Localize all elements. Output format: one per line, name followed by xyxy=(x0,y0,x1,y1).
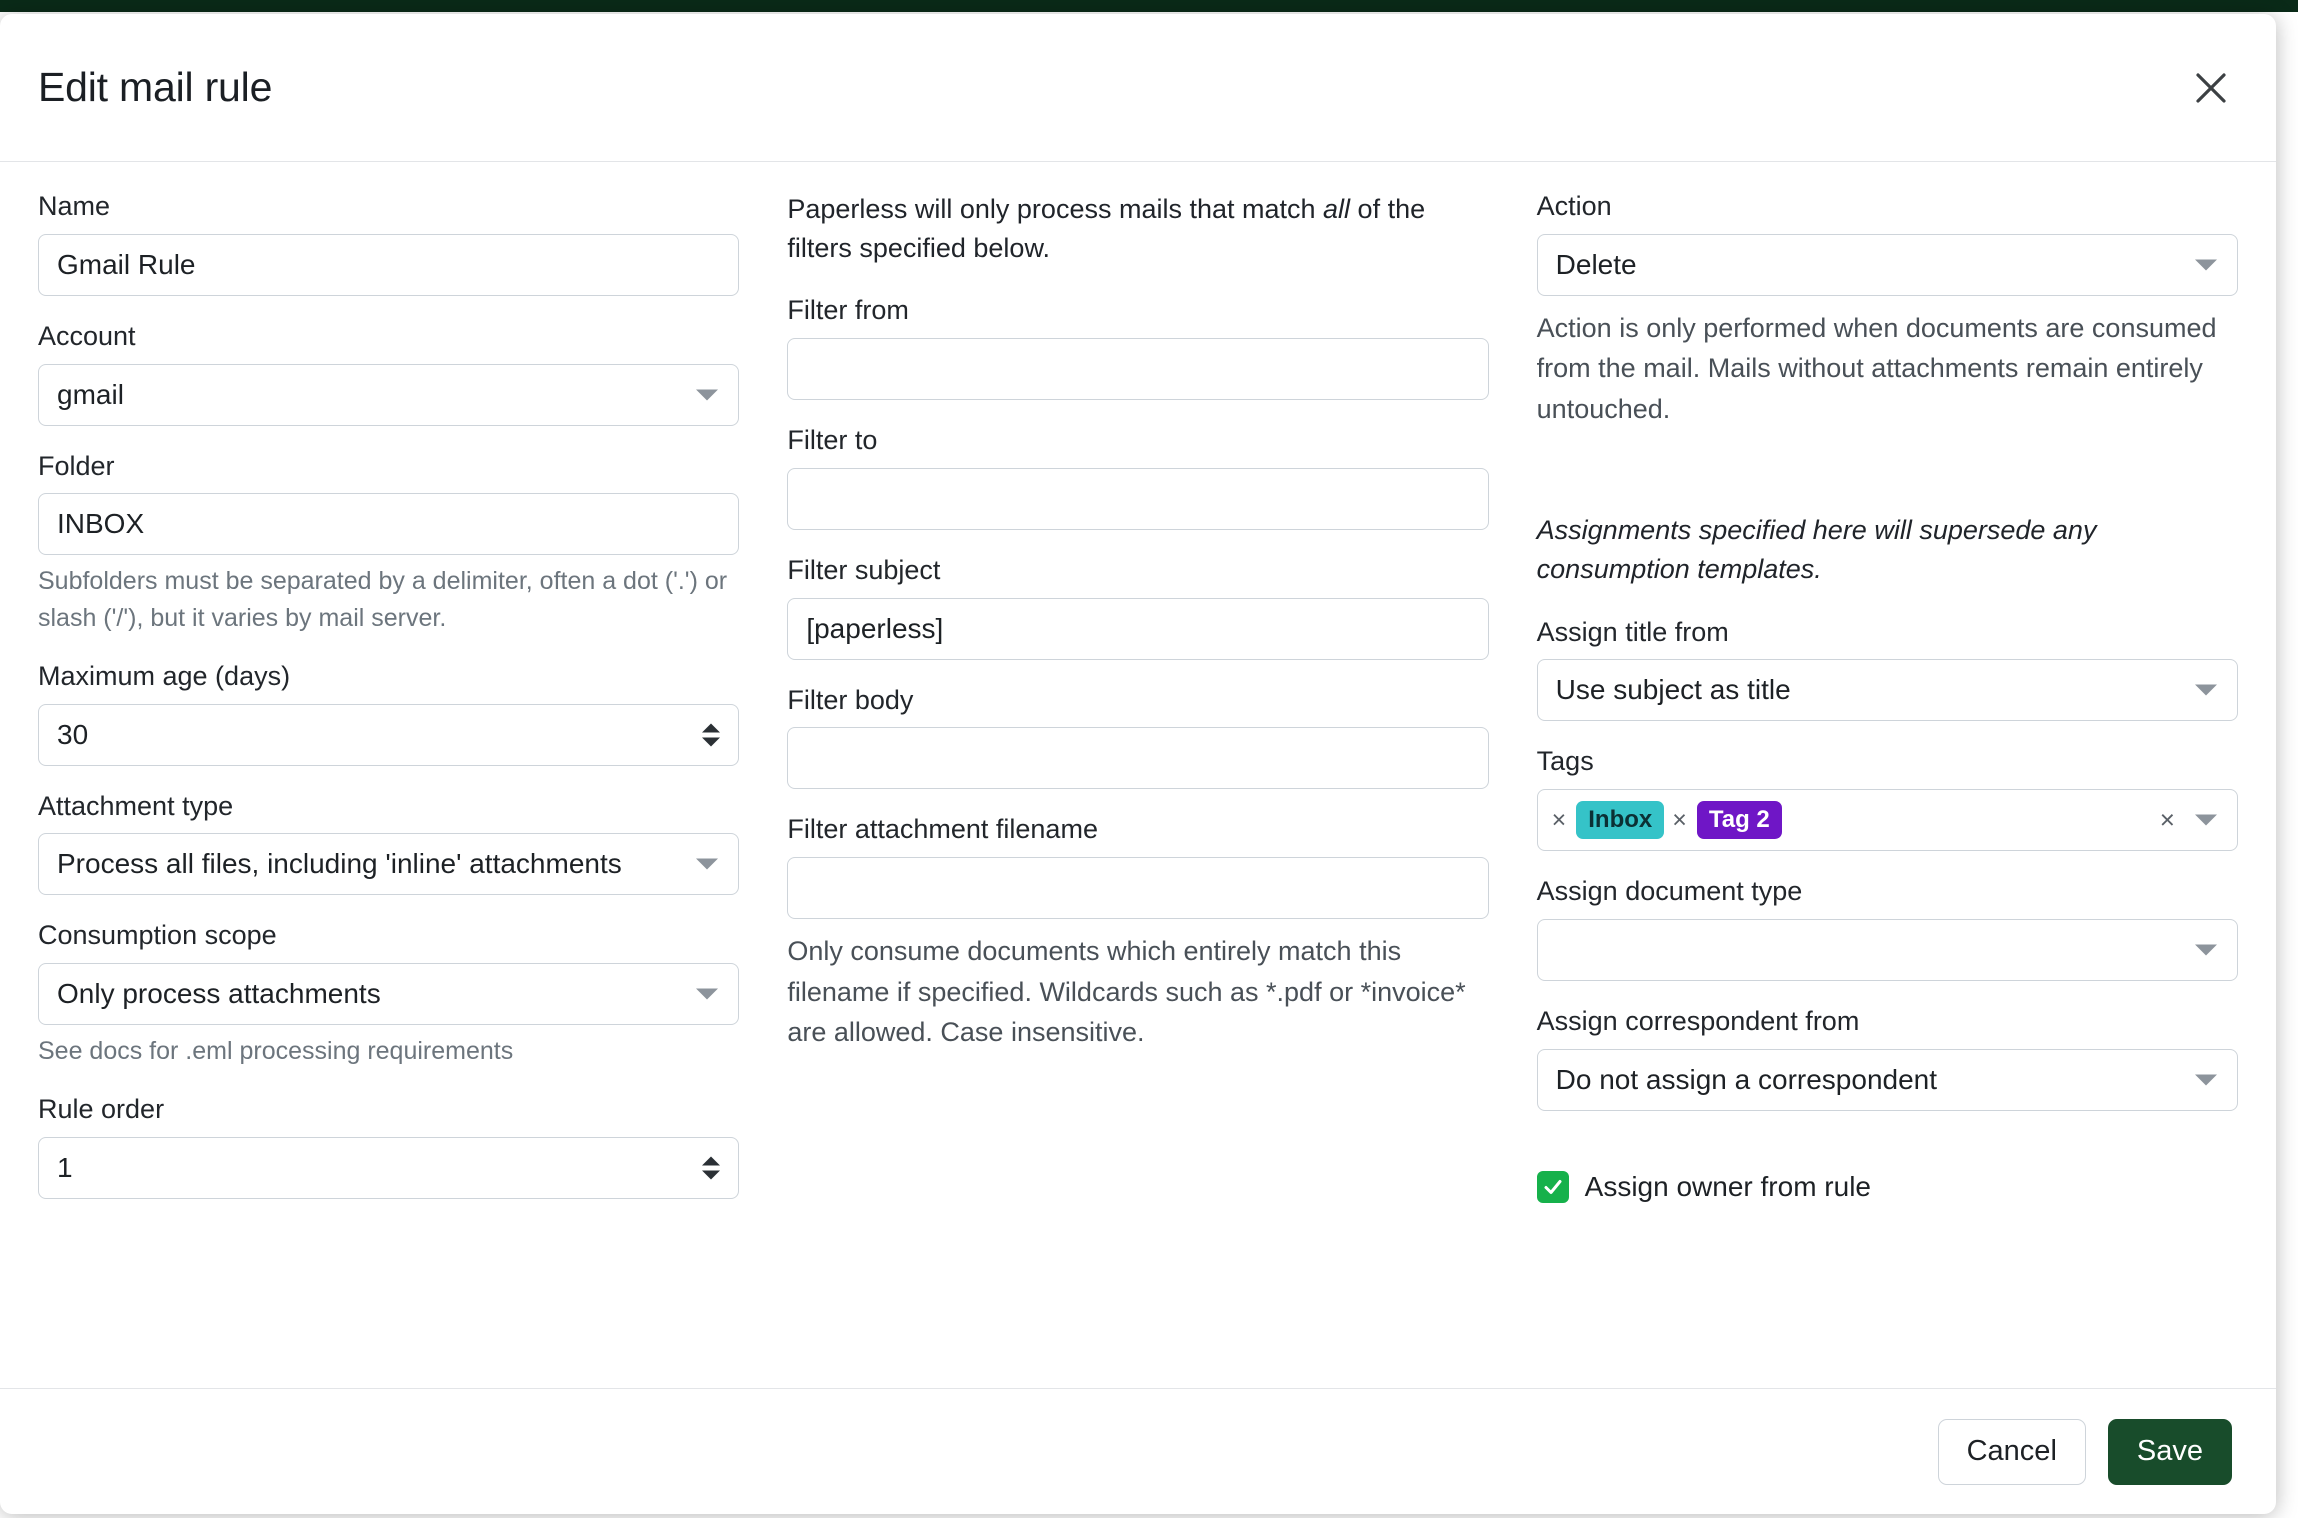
tags-select[interactable] xyxy=(1537,789,2238,851)
account-value: gmail xyxy=(57,378,124,410)
close-icon[interactable] xyxy=(2182,59,2240,117)
filter-from-label: Filter from xyxy=(787,295,909,326)
field-assign-title-from xyxy=(1537,616,2238,722)
action-help-text: Action is only performed when documents are consumed from the mail. Mails without attachments remain entirely untouched. xyxy=(1536,312,2217,424)
stepper-arrows-icon[interactable] xyxy=(702,723,720,746)
filter-body-label: Filter body xyxy=(787,684,914,715)
chevron-down-icon xyxy=(696,859,718,870)
remove-tag-icon[interactable]: × xyxy=(1672,805,1687,834)
chevron-down-icon xyxy=(2195,815,2217,826)
tag-pill-label: Inbox xyxy=(1576,801,1664,840)
filters-intro-text xyxy=(787,190,1488,268)
assign-owner-checkbox[interactable] xyxy=(1537,1171,1569,1203)
assign-correspondent-from-select[interactable] xyxy=(1537,1049,2238,1111)
chevron-down-icon xyxy=(696,989,718,1000)
name-label: Name xyxy=(38,191,111,221)
assign-correspondent-from-value: Do not assign a correspondent xyxy=(1555,1063,1938,1095)
maximum-age-label: Maximum age (days) xyxy=(38,660,291,691)
action-label: Action xyxy=(1536,191,1612,221)
assign-title-from-value: Use subject as title xyxy=(1555,674,1791,706)
assign-document-type-select[interactable] xyxy=(1537,919,2238,981)
rule-order-stepper[interactable] xyxy=(38,1137,739,1199)
remove-tag-icon[interactable]: × xyxy=(1551,805,1567,834)
maximum-age-stepper[interactable] xyxy=(38,704,739,766)
filter-attachment-help-text: Only consume documents which entirely match this filename if specified. Wildcards such as *.pdf or *invoice* are allowed. Case insensitive. xyxy=(787,936,1466,1048)
field-maximum-age xyxy=(38,660,739,766)
tags-label: Tags xyxy=(1536,746,1594,777)
field-filter-attachment-filename xyxy=(787,813,1488,1052)
assign-title-from-label: Assign title from xyxy=(1536,616,1729,647)
action-value: Delete xyxy=(1555,248,1637,280)
attachment-type-label: Attachment type xyxy=(38,790,234,821)
filter-body-input[interactable] xyxy=(787,727,1488,789)
filter-subject-label: Filter subject xyxy=(787,554,941,585)
chevron-down-icon xyxy=(2195,259,2217,270)
dialog-body xyxy=(0,162,2276,1388)
filter-to-input[interactable] xyxy=(787,468,1488,530)
maximum-age-value: 30 xyxy=(57,718,89,750)
assignments-note: Assignments specified here will supersede any consumption templates. xyxy=(1536,515,2097,585)
filter-subject-input[interactable]: [paperless] xyxy=(787,598,1488,660)
field-name xyxy=(38,190,739,296)
tag-chip xyxy=(1552,801,1665,840)
chevron-down-icon xyxy=(2195,944,2217,955)
field-filter-from xyxy=(787,294,1488,400)
filter-from-input[interactable] xyxy=(787,338,1488,400)
consumption-scope-select[interactable] xyxy=(38,963,739,1025)
filters-intro-suffix: of the filters specified below. xyxy=(787,194,1426,264)
stepper-arrows-icon[interactable] xyxy=(702,1157,720,1180)
assign-title-from-select[interactable] xyxy=(1537,659,2238,721)
field-account xyxy=(38,320,739,426)
filter-attachment-filename-input[interactable] xyxy=(787,857,1488,919)
dialog-title: Edit mail rule xyxy=(38,64,273,110)
field-action xyxy=(1537,190,2238,429)
assign-owner-from-rule-row[interactable] xyxy=(1537,1171,2238,1203)
chevron-down-icon xyxy=(2195,685,2217,696)
rule-order-label: Rule order xyxy=(38,1094,165,1125)
account-select[interactable] xyxy=(38,364,739,426)
action-select[interactable] xyxy=(1537,234,2238,296)
assign-owner-label: Assign owner from rule xyxy=(1584,1170,1871,1202)
filter-to-label: Filter to xyxy=(787,425,878,456)
folder-label: Folder xyxy=(38,450,115,481)
attachment-type-value: Process all files, including 'inline' attachments xyxy=(57,848,622,880)
field-attachment-type xyxy=(38,790,739,896)
field-assign-correspondent-from xyxy=(1537,1005,2238,1111)
dialog-header xyxy=(0,14,2276,162)
attachment-type-select[interactable] xyxy=(38,833,739,895)
save-button[interactable]: Save xyxy=(2108,1419,2232,1485)
field-tags xyxy=(1537,745,2238,851)
tag-pill-label: Tag 2 xyxy=(1697,801,1782,840)
dialog-footer xyxy=(0,1388,2276,1514)
column-filters xyxy=(787,190,1488,1388)
field-filter-body xyxy=(787,684,1488,790)
consumption-scope-help-text: See docs for .eml processing requirements xyxy=(38,1037,514,1065)
assign-correspondent-from-label: Assign correspondent from xyxy=(1536,1005,1860,1036)
field-folder xyxy=(38,450,739,636)
folder-input[interactable]: INBOX xyxy=(38,493,739,555)
field-filter-subject xyxy=(787,554,1488,660)
chevron-down-icon xyxy=(696,389,718,400)
assign-document-type-label: Assign document type xyxy=(1536,876,1803,907)
consumption-scope-label: Consumption scope xyxy=(38,920,277,951)
field-filter-to xyxy=(787,424,1488,530)
clear-icon[interactable]: × xyxy=(2159,804,2175,835)
column-general xyxy=(38,190,739,1388)
cancel-button[interactable]: Cancel xyxy=(1938,1419,2086,1485)
filters-intro-emphasis: all xyxy=(1323,194,1351,224)
consumption-scope-value: Only process attachments xyxy=(57,978,381,1009)
filters-intro-prefix: Paperless will only process mails that match xyxy=(787,194,1324,224)
chevron-down-icon xyxy=(2195,1074,2217,1085)
name-input[interactable]: Gmail Rule xyxy=(38,234,739,296)
field-consumption-scope xyxy=(38,919,739,1069)
window-top-strip xyxy=(0,0,2298,12)
edit-mail-rule-dialog xyxy=(0,14,2276,1514)
rule-order-value: 1 xyxy=(57,1152,73,1183)
account-label: Account xyxy=(38,320,136,351)
tag-chip xyxy=(1672,801,1782,840)
field-rule-order xyxy=(38,1093,739,1199)
filter-attachment-filename-label: Filter attachment filename xyxy=(787,814,1098,845)
folder-help-text: Subfolders must be separated by a delimiter, often a dot ('.') or slash ('/'), but it varies by mail server. xyxy=(38,567,728,632)
column-actions xyxy=(1537,190,2238,1388)
field-assign-document-type xyxy=(1537,875,2238,981)
